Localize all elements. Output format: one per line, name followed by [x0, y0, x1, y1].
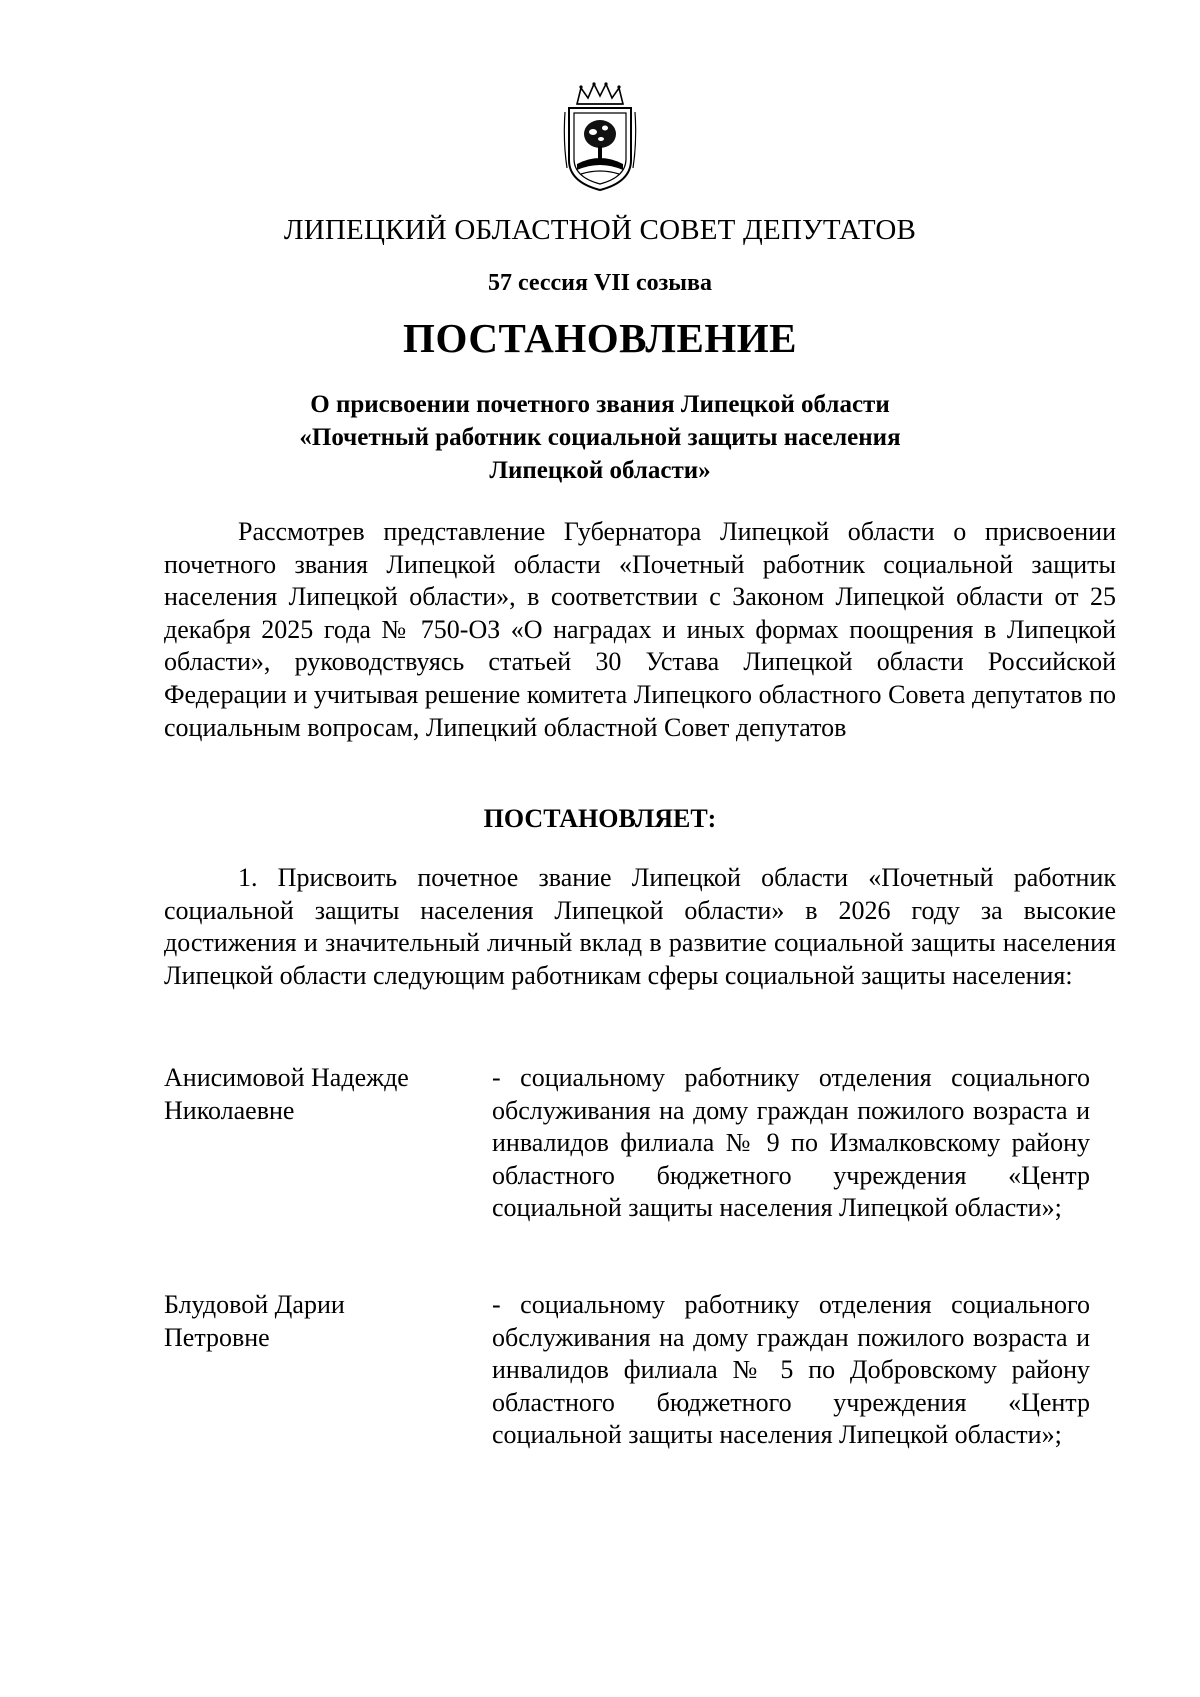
awardee-name [164, 1289, 464, 1354]
awardee-description: - социальному работнику отделения социального обслуживания на дому граждан пожилого возраста и инвалидов филиала № 9 по Измалковскому району областного бюджетного учреждения «Центр социальной защиты населения Липецкой области»; [492, 1063, 1090, 1223]
awardee-name [164, 1062, 464, 1127]
session-label: 57 сессия VII созыва [487, 270, 712, 296]
clause-1-paragraph: 1. Присвоить почетное звание Липецкой области «Почетный работник социальной защиты населения Липецкой области» в 2026 году за высокие достижения и значительный личный вклад в развитие социальной защиты населения Липецкой области следующим работникам сферы социальной защиты населения: [164, 863, 1116, 990]
title-line: О присвоении почетного звания Липецкой области [310, 391, 890, 418]
document-title [150, 388, 1050, 487]
resolves-heading: ПОСТАНОВЛЯЕТ: [483, 804, 717, 833]
title-line: «Почетный работник социальной защиты населения [299, 424, 901, 451]
awardee-description: - социальному работнику отделения социального обслуживания на дому граждан пожилого возраста и инвалидов филиала № 5 по Добровскому району областного бюджетного учреждения «Центр социальной защиты населения Липецкой области»; [492, 1290, 1090, 1450]
awardee-surname-given: Анисимовой Надежде [164, 1063, 409, 1092]
preamble-paragraph: Рассмотрев представление Губернатора Липецкой области о присвоении почетного звания Липецкой области «Почетный работник социальной защиты населения Липецкой области», в соответствии с Законом Липецкой области от 25 декабря 2025 года № 750-ОЗ «О наградах и иных формах поощрения в Липецкой области», руководствуясь статьей 30 Устава Липецкой области Российской Федерации и учитывая решение комитета Липецкого областного Совета депутатов по социальным вопросам, Липецкий областной Совет депутатов [164, 517, 1116, 742]
awardee-patronymic: Петровне [164, 1322, 270, 1352]
awardee-patronymic: Николаевне [164, 1095, 295, 1125]
title-line: Липецкой области» [489, 457, 711, 484]
document-type: ПОСТАНОВЛЕНИЕ [403, 315, 797, 361]
awardee-surname-given: Блудовой Дарии [164, 1290, 345, 1319]
lipetsk-oblast-coat-of-arms-icon [563, 82, 637, 192]
organization-name: ЛИПЕЦКИЙ ОБЛАСТНОЙ СОВЕТ ДЕПУТАТОВ [283, 214, 917, 246]
